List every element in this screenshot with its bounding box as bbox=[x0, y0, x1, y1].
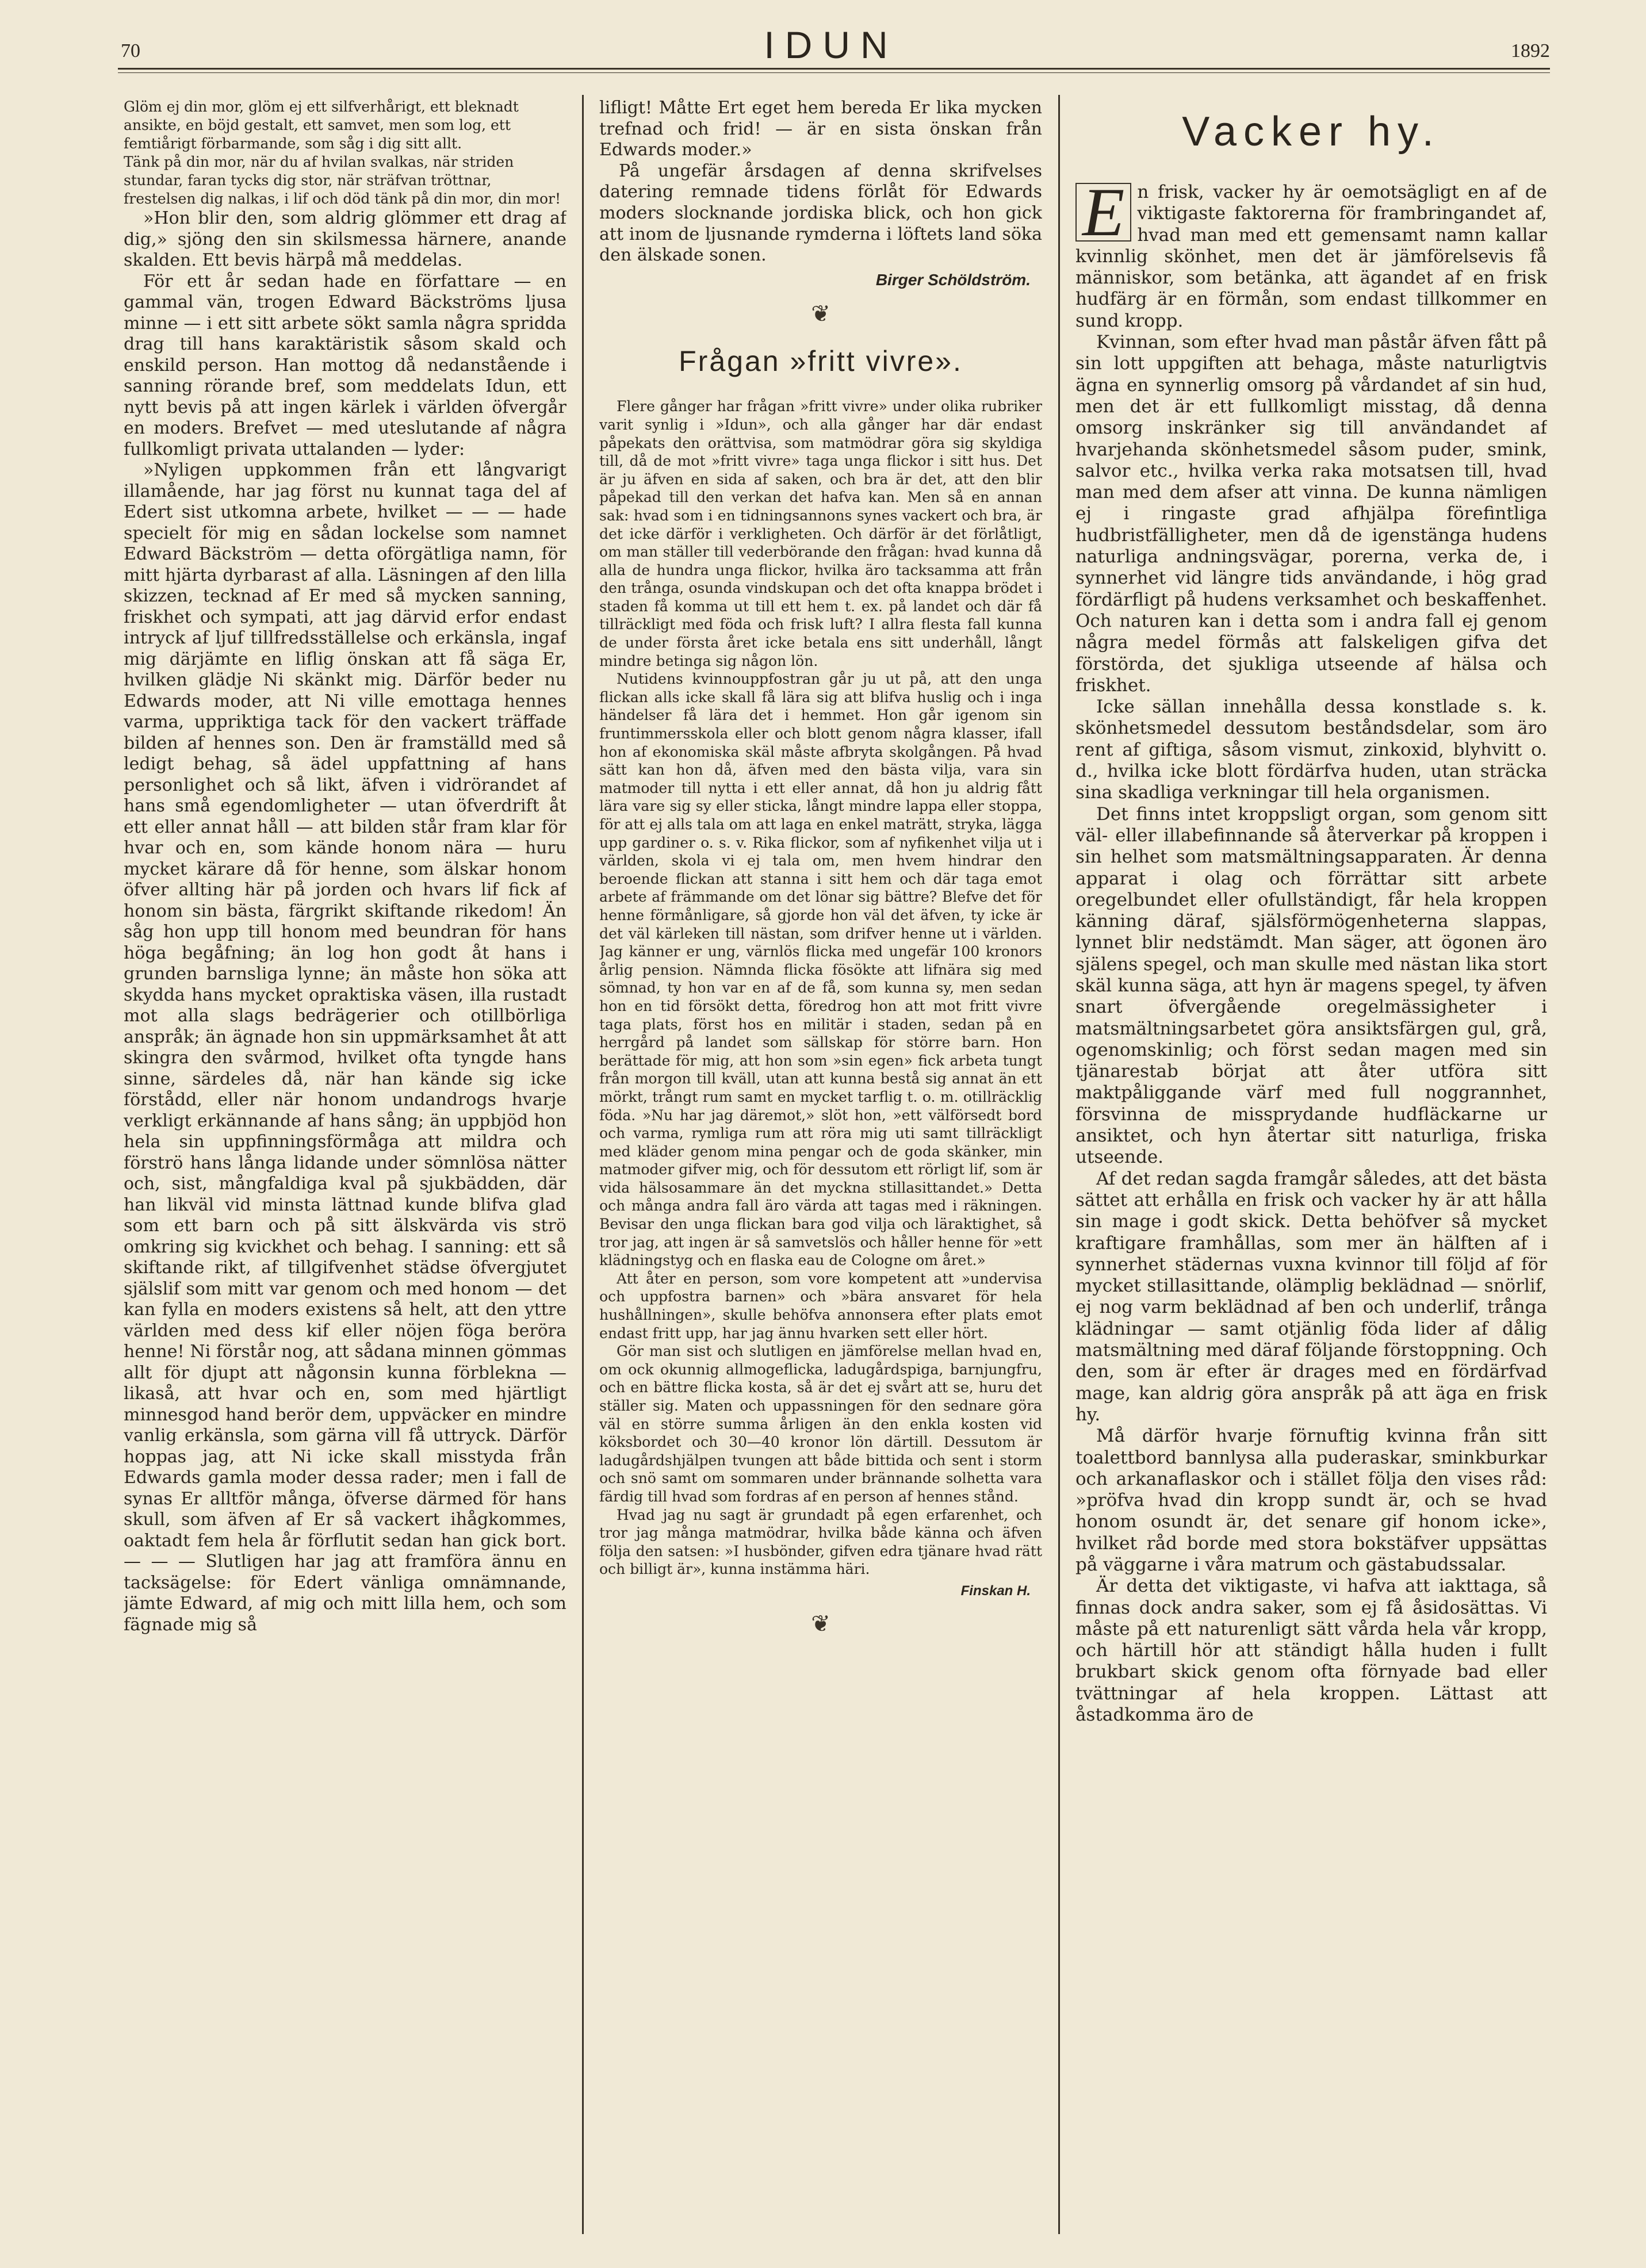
paragraph: För ett år sedan hade en författare — en gammal vän, trogen Edward Bäckströms ljusa minne — i ett sitt arbete sökt samla några spridda drag till hans karaktäristik såsom skald och enskild person. Han mottog då nedanstående i sanning rörande bref, som meddelats Idun, ett nytt bevis på att ingen kärlek i världen öfvergår en moders. Brefvet — med uteslutande af några fullkomligt privata uttalanden — lyder: bbox=[124, 271, 566, 459]
header-rule bbox=[118, 68, 1550, 70]
column-divider bbox=[582, 95, 584, 2234]
column-3 bbox=[1075, 98, 1547, 2225]
paragraph: Nutidens kvinnouppfostran går ju ut på, att den unga flickan alls icke skall få lära sig att blifva huslig och i inga händelser få lära det i hemmet. Hon går igenom sin fruntimmersskola eller och blott genom några klasser, ifall hon af ekonomiska skäl måste afbryta skolgången. På hvad sätt kan hon då, äfven med den bästa vilja, vara sin matmoder till nytta i ett eller annat, då hon ju aldrig fått lära vare sig sy eller sticka, långt mindre lappa eller stoppa, för att ej alls tala om att laga en enkel maträtt, stryka, lägga upp gardiner o. s. v. Rika flickor, som af nyfikenhet vilja ut i världen, skola vi ej tala om, men hvem hindrar den beroende flickan att stanna i sitt hem och där taga emot arbete af främmande om det lönar sig bättre? Blefve det för henne förmånligare, så gjorde hon väl det äfven, ty icke är det väl kärleken till nästan, som drifver henne ut i världen. Jag känner er ung, värnlös flicka med ungefär 100 kronors årlig pension. Nämnda flicka fösökte att lifnära sig med sömnad, ty hon var en af de få, som kunna sy, men sedan hon en tid försökt detta, föredrog hon att mot fritt vivre taga plats, först hos en militär i staden, sedan på en herrgård på landet som sällskap för större barn. Hon berättade för mig, att hon som »sin egen» fick arbeta tungt från morgon till kväll, utan att kunna bestå sig annat än ett mörkt, trångt rum samt en mycket tarflig t. o. m. otillräcklig föda. »Nu har jag däremot,» slöt hon, »ett välförsedt bord och varma, rymliga rum att röra mig uti samt tillräckligt med kläder genom mina pengar och de goda skänker, min matmoder gifver mig, och för dessutom ett rörligt lif, som är vida hälsosammare än det myckna stillasittandet.» Detta och många andra fall äro värda att tagas med i räkningen. Bevisar den unga flickan bara god vilja och läraktighet, så tror jag, att ingen är så samvetslös och håller henne för »ett klädningstyg och en flaska eau de Cologne om året.» bbox=[599, 671, 1042, 1269]
paragraph: Icke sällan innehålla dessa konstlade s. k. skönhetsmedel dessutom beståndsdelar, som äro rent af giftiga, såsom vismut, zinkoxid, blyhvitt o. d., hvilka icke blott fördärfva huden, utan sträcka sina skadliga verkningar till hela organismen. bbox=[1075, 696, 1547, 803]
year: 1892 bbox=[1511, 40, 1550, 62]
article-headline: Frågan »fritt vivre». bbox=[679, 345, 963, 378]
column-1 bbox=[124, 98, 566, 2225]
paragraph: Är detta det viktigaste, vi hafva att iakttaga, så finnas dock andra saker, som ej få åsidosättas. Vi måste på ett naturenligt sätt vårda hela vår kropp, och härtill hör att ständigt hålla huden i fullt brukbart skick genom ofta förnyade bad eller tvättningar af hela kroppen. Lättast att åstadkomma äro de bbox=[1075, 1576, 1547, 1726]
paragraph: Gör man sist och slutligen en jämförelse mellan hvad en, om ock okunnig allmogeflicka, ladugårdspiga, barnjungfru, och en bättre flicka kosta, så är det ej svårt att se, huru det ställer sig. Maten och uppassningen för den sednare göra väl en större summa årligen än den enkla kosten vid köksbordet och 30—40 kronor lön därtill. Dessutom är ladugårdshjälpen tvungen att både bittida och sent i storm och snö samt om sommaren under brännande solhetta vara färdig till hvad som fordras af en person af hennes stånd. bbox=[599, 1343, 1042, 1505]
article-body bbox=[1075, 174, 1547, 1726]
signature: Birger Schöldström. bbox=[875, 270, 1031, 289]
column-2 bbox=[599, 98, 1042, 2225]
article-headline: Vacker hy. bbox=[1182, 109, 1441, 155]
paragraph: På ungefär årsdagen af denna skrifvelses datering remnade tidens förlåt för Edwards moders slocknande jordiska blick, och hon gick att inom de ljusnande rymderna i löftets land söka den älskade sonen. bbox=[599, 160, 1042, 266]
paragraph: lifligt! Måtte Ert eget hem bereda Er lika mycken trefnad och frid! — är en sista önskan från Edwards moder.» bbox=[599, 98, 1042, 160]
poem-stanza: Glöm ej din mor, glöm ej ett silfverhårigt, ett bleknadt ansikte, en böjd gestalt, ett samvet, men som log, ett femtiårigt förbarmande, som såg i dig sitt allt. bbox=[124, 98, 519, 152]
page-number: 70 bbox=[121, 40, 140, 62]
paragraph: Det finns intet kroppsligt organ, som genom sitt väl- eller illabefinnande så återverkar på kroppen i sin helhet som matsmältningsapparaten. Är denna apparat i olag och förrättar sitt arbete oregelbundet eller ofullständigt, får hela kroppen känning däraf, själsförmögenheterna slappas, lynnet blir nedstämdt. Man säger, att ögonen äro själens spegel, och man skulle med nästan lika stort skäl kunna säga, att hyn är magens spegel, ty äfven snart öfvergående oregelmässigheter i matsmältningsarbetet göra ansiktsfärgen gul, grå, ogenomskinlig; och först sedan magen med sin tjänarestab börjat att åter utföra sitt maktpåliggande värf med full noggrannhet, försvinna de missprydande hudfläckarne ur ansiktet, och hyn återtar sitt naturliga, friska utseende. bbox=[1075, 803, 1547, 1168]
drop-cap: E bbox=[1075, 183, 1131, 242]
paragraph: Kvinnan, som efter hvad man påstår äfven fått på sin lott uppgiften att behaga, måste naturligtvis ägna en synnerlig omsorg på vårdandet af sin hud, men det är ett fullkomligt misstag, då denna omsorg inskränker sig till användandet af hvarjehanda skönhetsmedel såsom puder, smink, salvor etc., hvilka verka raka motsatsen till, hvad man med dem afser att vinna. De kunna nämligen ej i ringaste grad afhjälpa förefintliga hudbristfälligheter, men då de igenstänga hudens naturliga andningsvägar, porerna, verka de, i synnerhet vid längre tids användande, i hög grad fördärfligt på hudens verksamhet och beskaffenhet. Och naturen kan i detta som i andra fall ej genom några medel förmås att falskeligen gifva det förstörda, det sjukliga utseende af hälsa och friskhet. bbox=[1075, 332, 1547, 696]
masthead: IDUN bbox=[764, 24, 898, 66]
ornament: ❦ bbox=[811, 301, 830, 328]
paragraph: »Nyligen uppkommen från ett långvarigt illamående, har jag först nu kunnat taga del af Edert sist utkomna arbete, hvilket — — — hade specielt för mig en sådan lockelse som namnet Edward Bäckström — detta oförgätliga namn, för mitt hjärta dyrbarast af alla. Läsningen af den lilla skizzen, tecknad af Er med så mycken sanning, friskhet och sympati, att jag därvid erfor endast intryck af ljuf tillfredsställelse och erkänsla, ingaf mig därjämte en liflig önskan att få säga Er, hvilken glädje Ni skänkt mig. Därför beder nu Edwards moder, att Ni ville emottaga hennes varma, uppriktiga tack för den vackert träffade bilden af hennes son. Den är framställd med så ledigt behag, så ädel uppfattning af hans personlighet och så likt, äfven i vidrörandet af hans små egendomligheter — utan öfverdrift åt ett eller annat håll — att bilden står fram klar för hvar och en, som kände honom nära — huru mycket kärare då för henne, som älskar honom öfver allting här på jorden och hvars lif fick af honom sin bästa, färgrikt skiftande rikedom! Än såg hon upp till honom med beundran för hans höga begåfning; än log hon godt åt hans i grunden barnsliga lynne; än måste hon söka att skydda hans mycket opraktiska väsen, illa rustadt mot alla slags bedrägerier och otillbörliga anspråk; än ägnade hon sin uppmärksamhet åt att skingra den svårmod, hvilket ofta tyngde hans sinne, särdeles då, när han kände sig icke förstådd, eller när honom undandrogs hvarje verkligt erkännande af hans sång; än uppbjöd hon hela sin uppfinningsförmåga att mildra och förströ hans långa lidande under sömnlösa nätter och, sist, mångfaldiga kval på sjukbädden, där han likväl vid minsta lättnad kunde blifva glad som ett barn och på sitt älskvärda vis strö omkring sig kvickhet och behag. I sanning: ett så skiftande rikt, af tillgifvenhet städse öfvergjutet själslif som mitt var genom och med honom — det kan fylla en moders existens så helt, att den yttre världen med dess kif eller nöjen föga beröra henne! Ni förstår nog, att sådana minnen gömmas allt för djupt att någonsin kunna förblekna — likaså, att hvar och en, som med hjärtligt minnesgod hand berör dem, uppväcker en mindre vanlig erkänsla, som gärna vill få uttryck. Därför hoppas jag, att Ni icke skall misstyda från Edwards gamla moder dessa rader; men i fall de synas Er alltför många, öfverse därmed för hans skull, som äfven af Er så vackert ihågkommes, oaktadt fem hela år förflutit sedan han gick bort. — — — Slutligen har jag att framföra ännu en tacksägelse: för Edert vänliga omnämnande, jämte Edward, af mig och mitt lilla hem, och som fägnade mig så bbox=[124, 460, 566, 1635]
paragraph: n frisk, vacker hy är oemotsägligt en af de viktigaste faktorerna för frambringandet af, hvad man med ett gemensamt namn kallar kvinnlig skönhet, men det är jämförelsevis få människor, som betänka, att ägandet af en frisk hudfärg är en förmån, som endast tillkommer en sund kropp. bbox=[1075, 182, 1547, 331]
header-rule-thin bbox=[118, 72, 1550, 73]
poem-stanza: Tänk på din mor, när du af hvilan svalkas, när striden stundar, faran tycks dig stor, när sträfvan tröttnar, frestelsen dig nalkas, i lif och död tänk på din mor, din mor! bbox=[124, 154, 561, 207]
paragraph: Af det redan sagda framgår således, att det bästa sättet att erhålla en frisk och vacker hy är att hålla sin mage i godt skick. Detta behöfver så mycket kraftigare framhållas, som mer än hälften af i synnerhet städernas vuxna kvinnor till följd af för mycket stillasittande, olämplig beklädnad — snörlif, ej nog varm beklädnad af ben och underlif, trånga klädningar — samt otjänlig föda lider af dålig matsmältning med däraf följande förstoppning. Och den, som är efter är drages med en fördärfvad mage, kan aldrig göra anspråk på att äga en frisk hy. bbox=[1075, 1168, 1547, 1425]
page-header bbox=[112, 23, 1550, 66]
column-divider bbox=[1058, 95, 1060, 2234]
paragraph: Hvad jag nu sagt är grundadt på egen erfarenhet, och tror jag många matmödrar, hvilka både känna och äfven följa den satsen: »I husbönder, gifven edra tjänare hvad rätt och billigt är», kunna instämma häri. bbox=[599, 1506, 1042, 1578]
signature: Finskan H. bbox=[960, 1583, 1031, 1599]
paragraph: »Hon blir den, som aldrig glömmer ett drag af dig,» sjöng den sin skilsmessa härnere, anande skalden. Ett bevis härpå må meddelas. bbox=[124, 208, 566, 270]
paragraph: Att åter en person, som vore kompetent att »undervisa och uppfostra barnen» och »bära ansvaret för hela hushållningen», skulle behöfva annonsera efter plats emot endast fritt upp, har jag ännu hvarken sett eller hört. bbox=[599, 1270, 1042, 1342]
paragraph: Flere gånger har frågan »fritt vivre» under olika rubriker varit synlig i »Idun», och alla gånger har där endast påpekats den orättvisa, som matmödrar göra sig skyldiga till, då de mot »fritt vivre» taga unga flickor i sitt hus. Det är ju äfven en sida af saken, och bra är det, att den blir påpekad till den verkan det hafva kan. Men så en annan sak: hvad som i en tidningsannons synes vackert och bra, är det icke därför i verkligheten. Och därför är det förlåtligt, om man ställer till vederbörande den frågan: hvad kunna då alla de hundra unga flickor, hvilka äro tacksamma att från den trånga, osunda vindskupan och det ofta knappa brödet i staden få komma ut till ett hem t. ex. på landet och där få tillräckligt med föda och frisk luft? I allra flesta fall kunna de under första året icke betala ens sitt underhåll, långt mindre betinga sig någon lön. bbox=[599, 398, 1042, 669]
poem bbox=[124, 98, 566, 208]
paragraph: Må därför hvarje förnuftig kvinna från sitt toalettbord bannlysa alla puderaskar, sminkburkar och arkanaflaskor och i stället följa den vises råd: »pröfva hvad din kropp sundt är, och se hvad honom osundt är, det senare gif honom icke», hvilket råd borde med stora bokstäfver uppsättas på väggarne i våra matrum och gästabudssalar. bbox=[1075, 1426, 1547, 1575]
ornament: ❦ bbox=[811, 1610, 830, 1637]
article-body bbox=[124, 208, 566, 1635]
article-body bbox=[599, 98, 1042, 290]
article-body bbox=[599, 397, 1042, 1600]
